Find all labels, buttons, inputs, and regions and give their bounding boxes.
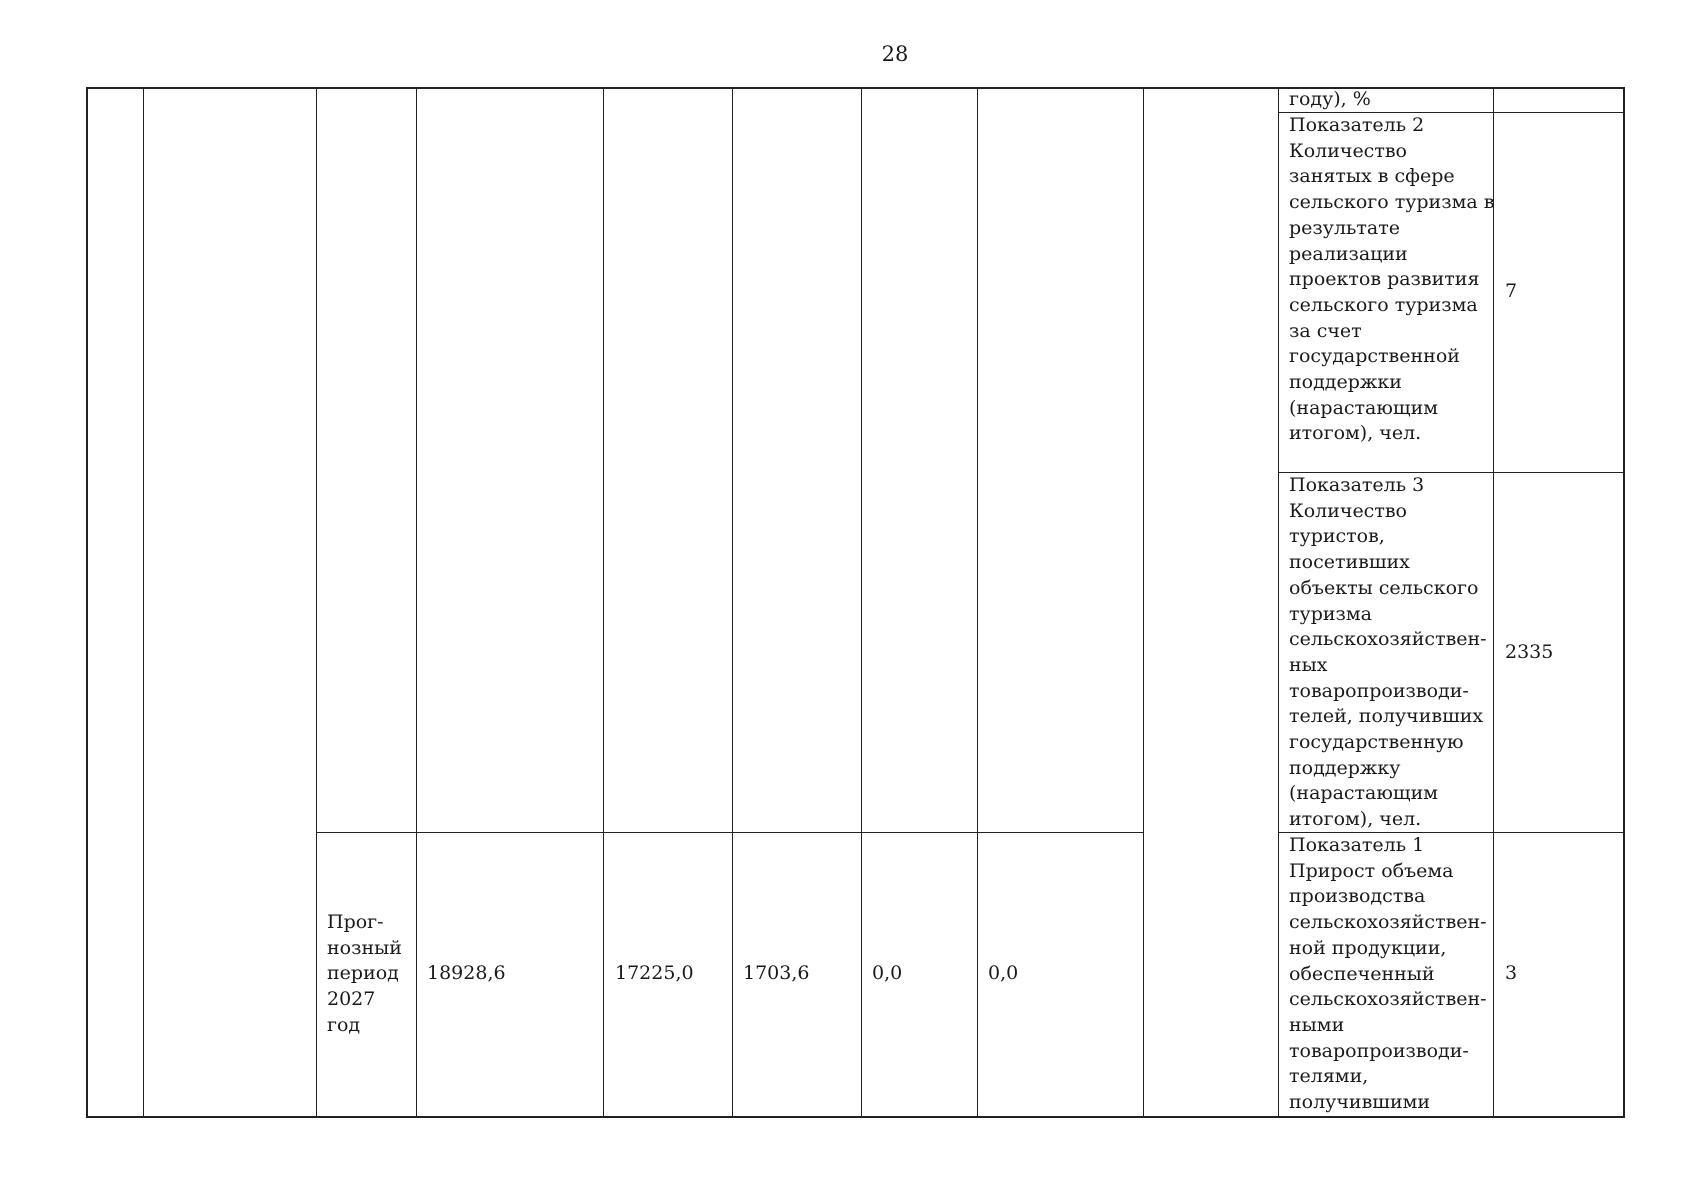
column-divider <box>143 87 144 1117</box>
page-number: 28 <box>881 42 909 66</box>
column-divider <box>861 87 862 1117</box>
forecast-period-label: Прог- нозный период 2027 год <box>327 911 402 1036</box>
forecast-value: 0,0 <box>872 962 903 984</box>
column-divider <box>977 87 978 1117</box>
indicator-cell-text: Показатель 2 Количество занятых в сфере сельского туризма в результате реализации проектов развития сельского туризма за счет государственной поддержки (нарастающим итогом), чел. <box>1289 114 1495 445</box>
column-divider <box>732 87 733 1117</box>
column-divider <box>603 87 604 1117</box>
table-border-right <box>1623 87 1625 1118</box>
forecast-total-value: 18928,6 <box>427 962 506 984</box>
column-divider <box>316 87 317 1117</box>
column-divider <box>1143 87 1144 1117</box>
indicator-cell-text: Показатель 3 Количество туристов, посетивших объекты сельского туризма сельскохозяйствен- ных товаропроизводи- телей, получивших государственную поддержку (нарастающим итогом), чел. <box>1289 474 1487 831</box>
column-divider <box>1278 87 1279 1117</box>
forecast-value: 0,0 <box>988 962 1019 984</box>
row-divider <box>316 832 1143 833</box>
forecast-value: 1703,6 <box>743 962 810 984</box>
indicator-cell-text: году), % <box>1289 88 1371 110</box>
indicator-cell-text: Показатель 1 Прирост объема производства сельскохозяйствен- ной продукции, обеспеченный сельскохозяйствен- ными товаропроизводи- телями, получившими <box>1289 834 1487 1114</box>
table-border-left <box>86 87 88 1118</box>
forecast-value: 17225,0 <box>615 962 694 984</box>
indicator-value: 3 <box>1505 962 1518 984</box>
indicator-value: 2335 <box>1505 641 1554 663</box>
column-divider <box>416 87 417 1117</box>
indicator-value: 7 <box>1505 280 1518 302</box>
